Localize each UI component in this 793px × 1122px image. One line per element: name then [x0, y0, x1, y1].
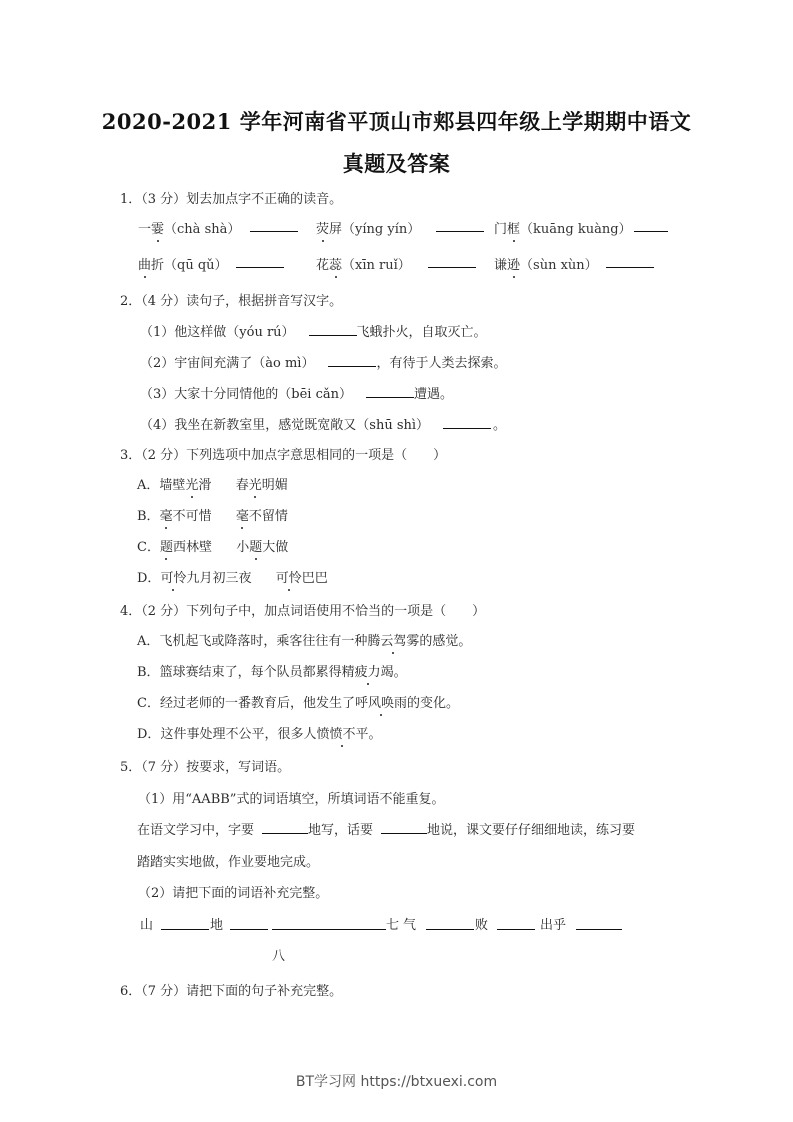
answer-blank[interactable] — [606, 254, 654, 272]
answer-blank[interactable] — [272, 929, 386, 930]
idiom-char: 败 — [475, 918, 489, 933]
question-2-item: （4）我坐在新教室里，感觉既宽敞又（shū shì） 。 — [140, 414, 506, 433]
question-5-paragraph: 在语文学习中，字要 地写，话要 地说，课文要仔仔细细地读，练习要 — [137, 819, 635, 838]
question-1-item: 花蕊（xīn ruǐ） — [316, 254, 411, 273]
answer-blank[interactable] — [230, 929, 268, 930]
answer-blank[interactable] — [250, 218, 298, 236]
question-4-option-a[interactable]: A．飞机起飞或降落时，乘客往往有一种腾云驾雾的感觉。 — [137, 630, 471, 649]
question-1-stem: 1．（3 分）划去加点字不正确的读音。 — [120, 192, 343, 207]
question-5-sub-1: （1）用“AABB”式的词语填空，所填词语不能重复。 — [138, 792, 445, 807]
question-2-stem: 2．（4 分）读句子，根据拼音写汉字。 — [120, 294, 343, 309]
document-title-line-1: 2020-2021 学年河南省平顶山市郏县四年级上学期期中语文 — [101, 109, 692, 134]
answer-blank[interactable] — [428, 254, 476, 272]
question-2-item: （2）宇宙间充满了（ào mì） ，有待于人类去探索。 — [140, 352, 506, 371]
question-1-item: 谦逊（sùn xùn） — [494, 254, 598, 273]
question-3-option-a[interactable]: A．墙壁光滑 春光明媚 — [137, 474, 288, 493]
question-6-stem: 6．（7 分）请把下面的句子补充完整。 — [120, 984, 343, 999]
question-2-item: （1）他这样做（yóu rú） 飞蛾扑火，自取灭亡。 — [140, 321, 487, 340]
footer-watermark: BT学习网 https://btxuexi.com — [295, 1074, 498, 1090]
question-5-sub-2: （2）请把下面的词语补充完整。 — [138, 886, 329, 901]
idiom-char: 八 — [272, 949, 286, 964]
question-1-item: 荧屏（yíng yín） — [316, 218, 420, 237]
idiom-char: 出乎 — [540, 918, 567, 933]
answer-blank[interactable] — [426, 929, 474, 930]
question-1-item: 门框（kuāng kuàng） — [494, 218, 632, 237]
question-3-stem: 3．（2 分）下列选项中加点字意思相同的一项是（ ） — [120, 448, 447, 463]
answer-blank[interactable] — [443, 415, 491, 429]
question-1-item: 一霎（chà shà） — [138, 218, 240, 237]
idiom-char: 地 — [210, 918, 224, 933]
question-4-option-d[interactable]: D．这件事处理不公平，很多人愤愤不平。 — [137, 723, 381, 742]
answer-blank[interactable] — [262, 820, 308, 834]
question-3-option-b[interactable]: B．毫不可惜 毫不留情 — [137, 505, 288, 524]
answer-blank[interactable] — [576, 929, 622, 930]
answer-blank[interactable] — [309, 322, 357, 336]
question-3-option-d[interactable]: D．可怜九月初三夜 可怜巴巴 — [137, 567, 328, 586]
question-5-paragraph-line-2: 踏踏实实地做，作业要地完成。 — [137, 855, 320, 870]
answer-blank[interactable] — [436, 218, 484, 236]
question-3-option-c[interactable]: C．题西林壁 小题大做 — [137, 536, 288, 555]
question-1-item: 曲折（qū qǔ） — [138, 254, 228, 273]
answer-blank[interactable] — [497, 929, 535, 930]
question-4-option-b[interactable]: B．篮球赛结束了，每个队员都累得精疲力竭。 — [137, 661, 407, 680]
question-4-stem: 4．（2 分）下列句子中，加点词语使用不恰当的一项是（ ） — [120, 604, 486, 619]
document-title-line-2: 真题及答案 — [342, 151, 451, 176]
answer-blank[interactable] — [634, 218, 668, 236]
answer-blank[interactable] — [161, 929, 209, 930]
question-2-item: （3）大家十分同情他的（bēi cǎn） 遭遇。 — [140, 383, 453, 402]
question-5-stem: 5．（7 分）按要求，写词语。 — [120, 760, 291, 775]
answer-blank[interactable] — [328, 353, 376, 367]
answer-blank[interactable] — [381, 820, 427, 834]
idiom-char: 七气 — [386, 918, 421, 933]
answer-blank[interactable] — [236, 254, 284, 272]
idiom-char: 山 — [140, 918, 154, 933]
question-4-option-c[interactable]: C．经过老师的一番教育后，他发生了呼风唤雨的变化。 — [137, 692, 459, 711]
answer-blank[interactable] — [366, 384, 414, 398]
